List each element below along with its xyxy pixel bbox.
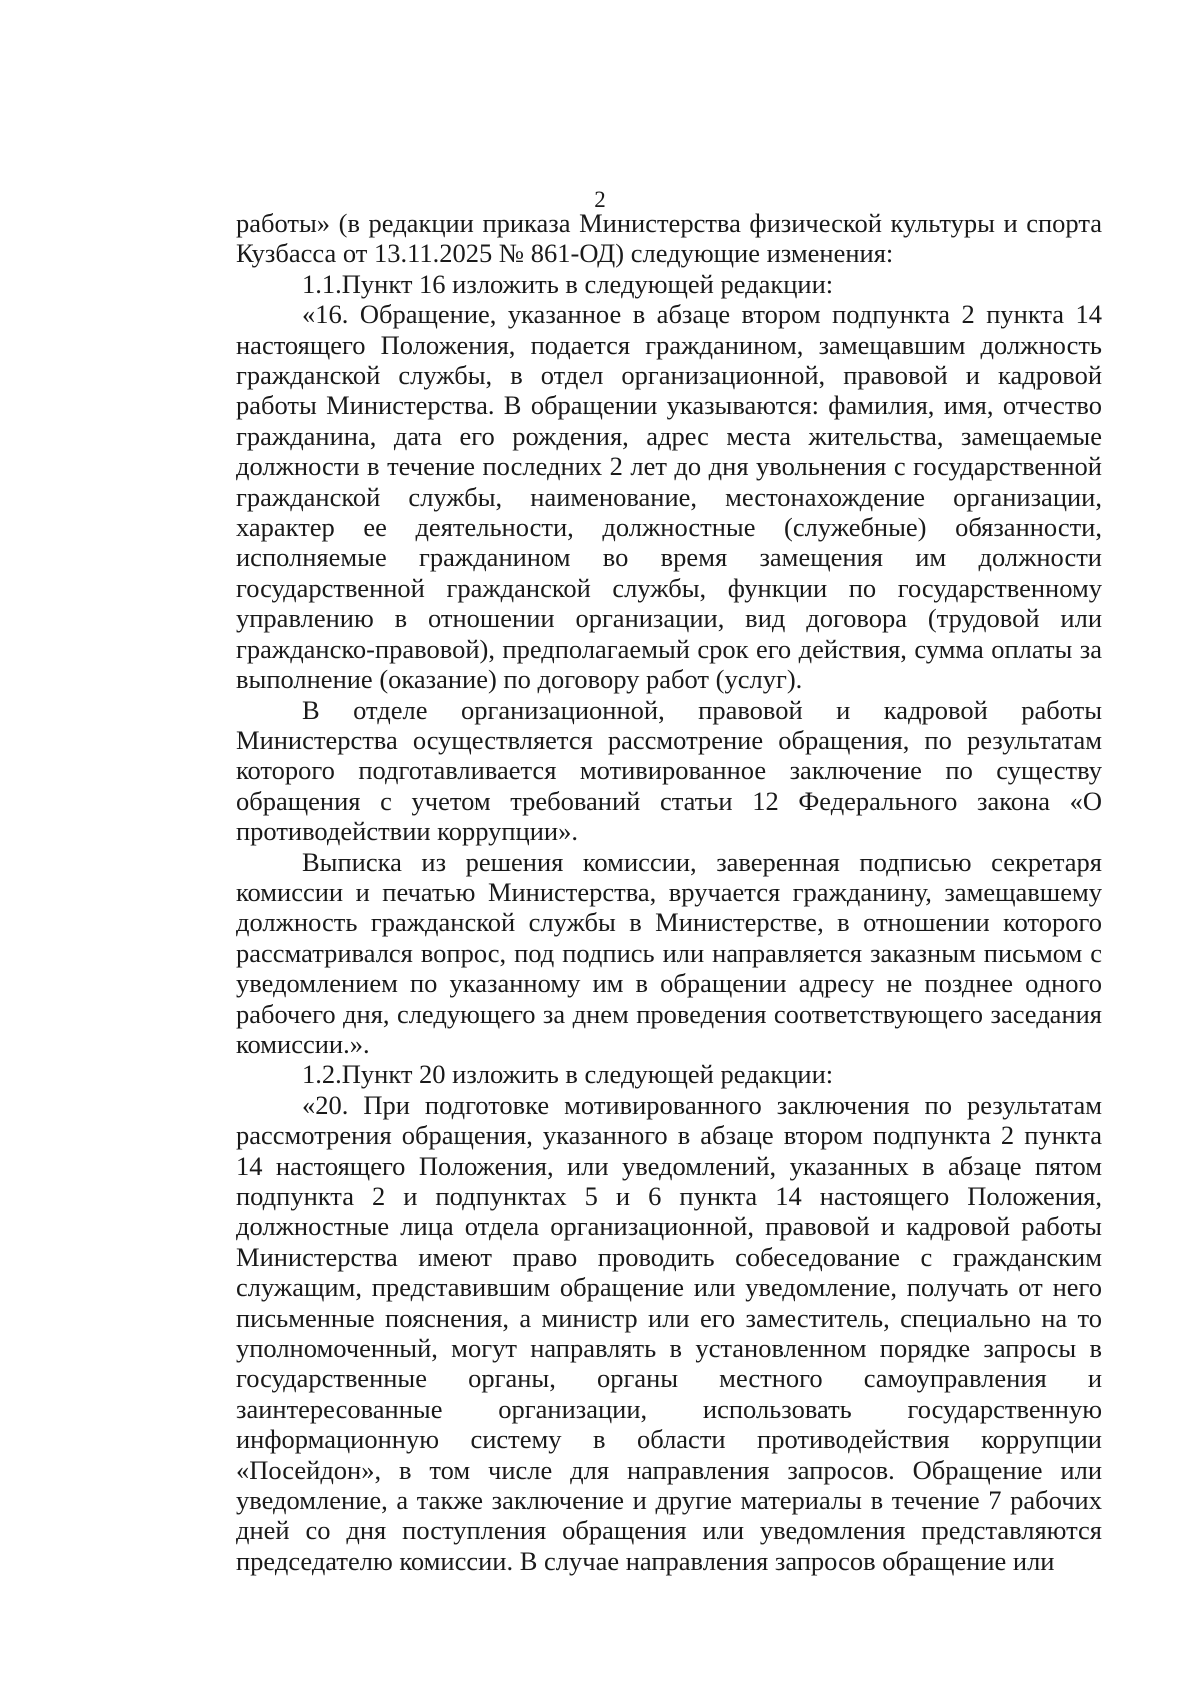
- paragraph-item-1-2-heading: 1.2.Пункт 20 изложить в следующей редакции:: [302, 1059, 834, 1090]
- paragraph-review-department: В отделе организационной, правовой и кадровой работы Министерства осуществляется рассмотрение обращения, по результатам которого подготавливается мотивированное заключение по существу обращения с учетом требований статьи 12 Федерального закона «О противодействии коррупции».: [236, 694, 1102, 847]
- paragraph-clause-16: «16. Обращение, указанное в абзаце втором подпункта 2 пункта 14 настоящего Положения, подается гражданином, замещавшим должность гражданской службы, в отдел организационной, правовой и кадровой работы Министерства. В обращении указываются: фамилия, имя, отчество гражданина, дата его рождения, адрес места жительства, замещаемые должности в течение последних 2 лет до дня увольнения с государственной гражданской службы, наименование, местонахождение организации, характер ее деятельности, должностные (служебные) обязанности, исполняемые гражданином во время замещения им должности государственной гражданской службы, функции по государственному управлению в отношении организации, вид договора (трудовой или гражданско-правовой), предполагаемый срок его действия, сумма оплаты за выполнение (оказание) по договору работ (услуг).: [236, 299, 1102, 695]
- paragraph-commission-extract: Выписка из решения комиссии, заверенная подписью секретаря комиссии и печатью Министерства, вручается гражданину, замещавшему должность гражданской службы в Министерстве, в отношении которого рассматривался вопрос, под подпись или направляется заказным письмом с уведомлением по указанному им в обращении адресу не позднее одного рабочего дня, следующего за днем проведения соответствующего заседания комиссии.».: [236, 846, 1102, 1059]
- paragraph-intro: работы» (в редакции приказа Министерства физической культуры и спорта Кузбасса от 13.11.2025 № 861-ОД) следующие изменения:: [236, 208, 1102, 269]
- paragraph-item-1-1-heading: 1.1.Пункт 16 изложить в следующей редакции:: [302, 268, 834, 299]
- document-body: [236, 208, 1102, 1576]
- page-number: 2: [594, 187, 606, 212]
- paragraph-clause-20: «20. При подготовке мотивированного заключения по результатам рассмотрения обращения, указанного в абзаце втором подпункта 2 пункта 14 настоящего Положения, или уведомлений, указанных в абзаце пятом подпункта 2 и подпунктах 5 и 6 пункта 14 настоящего Положения, должностные лица отдела организационной, правовой и кадровой работы Министерства имеют право проводить собеседование с гражданским служащим, представившим обращение или уведомление, получать от него письменные пояснения, а министр или его заместитель, специально на то уполномоченный, могут направлять в установленном порядке запросы в государственные органы, органы местного самоуправления и заинтересованные организации, использовать государственную информационную систему в области противодействия коррупции «Посейдон», в том числе для направления запросов. Обращение или уведомление, а также заключение и другие материалы в течение 7 рабочих дней со дня поступления обращения или уведомления представляются председателю комиссии. В случае направления запросов обращение или: [236, 1089, 1102, 1576]
